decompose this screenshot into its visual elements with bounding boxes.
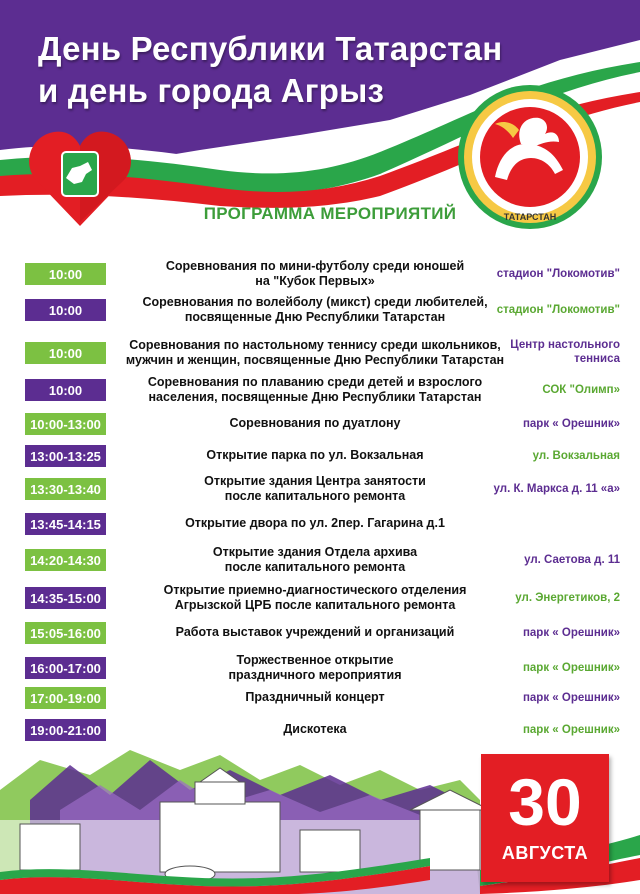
event-time: 14:35-15:00: [25, 587, 106, 609]
event-description-line: населения, посвященные Дню Республики Татарстан: [148, 390, 482, 404]
event-time: 10:00-13:00: [25, 413, 106, 435]
event-location: [470, 553, 620, 567]
event-description: [115, 625, 515, 640]
event-time: 10:00: [25, 299, 106, 321]
event-location-line: парк « Орешник»: [522, 418, 620, 430]
event-time: 19:00-21:00: [25, 719, 106, 741]
event-time: 13:00-13:25: [25, 445, 106, 467]
event-location: [470, 338, 620, 366]
event-location-line: Центр настольного: [510, 339, 620, 351]
event-location-line: ул. К. Маркса д. 11 «а»: [493, 483, 620, 495]
event-description-line: праздничного мероприятия: [228, 668, 402, 682]
event-description: [115, 583, 515, 613]
event-time: 10:00: [25, 379, 106, 401]
event-description: [115, 259, 515, 289]
event-location: [470, 661, 620, 675]
event-location-line: тенниса: [574, 353, 620, 365]
event-location: [470, 591, 620, 605]
event-description-line: Открытие здания Центра занятости: [204, 474, 426, 488]
date-badge: [481, 754, 609, 882]
event-description: [115, 416, 515, 431]
event-location: [470, 482, 620, 496]
event-time: 10:00: [25, 342, 106, 364]
event-description-line: Торжественное открытие: [236, 653, 394, 667]
event-location: [470, 303, 620, 317]
event-description-line: мужчин и женщин, посвященные Дню Республики Татарстан: [125, 353, 505, 367]
event-description: [115, 545, 515, 575]
event-description: [115, 448, 515, 463]
event-description-line: Праздничный концерт: [245, 690, 385, 704]
event-description-line: после капитального ремонта: [224, 489, 406, 503]
event-description-line: Соревнования по волейболу (микст) среди любителей,: [142, 295, 488, 309]
event-description-line: Соревнования по дуатлону: [229, 416, 401, 430]
emblem-caption: ТАТАРСТАН: [503, 212, 557, 222]
date-month: АВГУСТА: [501, 843, 589, 863]
program-title: ПРОГРАММА МЕРОПРИЯТИЙ: [203, 204, 457, 223]
event-time: 17:00-19:00: [25, 687, 106, 709]
event-description-line: Дискотека: [283, 722, 347, 736]
event-description: [115, 653, 515, 683]
event-location-line: ул. Вокзальная: [532, 450, 620, 462]
event-description-line: на "Кубок Первых»: [255, 274, 375, 288]
event-time: 14:20-14:30: [25, 549, 106, 571]
title-line-2: и день города Агрыз: [38, 72, 385, 109]
event-location: [470, 691, 620, 705]
event-location: [470, 417, 620, 431]
title-line-1: День Республики Татарстан: [38, 30, 503, 67]
event-description: [115, 516, 515, 531]
event-location-line: парк « Орешник»: [522, 662, 620, 674]
event-time: 13:45-14:15: [25, 513, 106, 535]
event-description: [115, 474, 515, 504]
date-day: 30: [508, 765, 582, 839]
event-description-line: Соревнования по настольному теннису среди школьников,: [129, 338, 501, 352]
event-description: [115, 338, 515, 368]
event-location: [470, 449, 620, 463]
event-location-line: ул. Саетова д. 11: [524, 554, 620, 566]
event-time: 16:00-17:00: [25, 657, 106, 679]
event-description-line: Работа выставок учреждений и организаций: [175, 625, 455, 639]
event-description-line: Открытие двора по ул. 2пер. Гагарина д.1: [185, 516, 445, 530]
event-description-line: Открытие парка по ул. Вокзальная: [206, 448, 424, 462]
event-location-line: СОК "Олимп»: [542, 384, 620, 396]
event-location-line: стадион "Локомотив": [496, 304, 620, 316]
event-time: 10:00: [25, 263, 106, 285]
event-location: [470, 626, 620, 640]
event-location-line: стадион "Локомотив": [496, 268, 620, 280]
event-description-line: Соревнования по мини-футболу среди юношей: [165, 259, 465, 273]
event-location-line: парк « Орешник»: [522, 627, 620, 639]
event-description-line: Соревнования по плаванию среди детей и взрослого: [147, 375, 483, 389]
event-location-line: парк « Орешник»: [522, 692, 620, 704]
event-location: [470, 723, 620, 737]
event-description: [115, 690, 515, 705]
event-location-line: ул. Энергетиков, 2: [515, 592, 620, 604]
event-description-line: Открытие здания Отдела архива: [212, 545, 418, 559]
event-time: 13:30-13:40: [25, 478, 106, 500]
event-location-line: парк « Орешник»: [522, 724, 620, 736]
event-description: [115, 722, 515, 737]
event-location: [470, 383, 620, 397]
event-location: [470, 267, 620, 281]
event-description-line: после капитального ремонта: [224, 560, 406, 574]
event-description-line: Агрызской ЦРБ после капитального ремонта: [174, 598, 456, 612]
event-description: [115, 295, 515, 325]
event-description: [115, 375, 515, 405]
event-description-line: посвященные Дню Республики Татарстан: [184, 310, 446, 324]
event-description-line: Открытие приемно-диагностического отделения: [163, 583, 467, 597]
event-time: 15:05-16:00: [25, 622, 106, 644]
